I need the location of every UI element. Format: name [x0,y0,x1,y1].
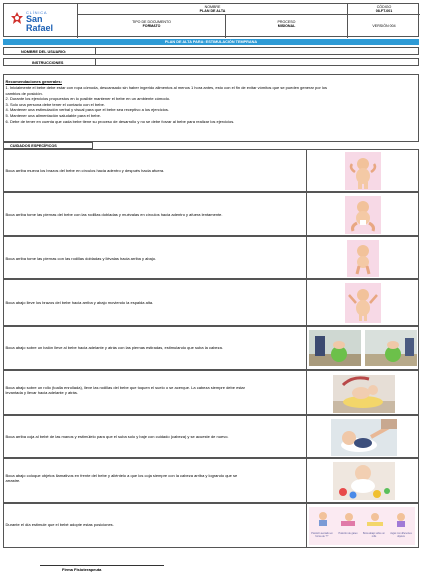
cuidado-row-8 [3,458,419,503]
cuidado-row-7 [3,415,419,458]
cuidado-text: Boca arriba mueva los brazos del bebe en círculos hacia adentro y después hacia afuera. [5,168,165,173]
caption-objetos: Jugar con diferentes objetos [390,532,412,538]
instrucciones-label-cell [4,59,96,65]
version-cell [348,15,420,38]
cuidado-text-line: arrastre. [5,478,21,484]
usuario-label: NOMBRE DEL USUARIO: [21,49,67,54]
cuidado-text-line: Boca abajo coloque objetos llamativos en frente del bebe y aliéntelo a que los coja siempre con la cabeza arriba y logrando que se [5,473,238,478]
recomendaciones-title: Recomendaciones generales: [5,79,62,84]
caption-gateo: Posición de gateo [338,532,358,535]
baby-legs-circles-illustration [343,196,383,234]
cuidado-text [6,385,306,396]
cuidado-row-2 [3,192,419,236]
signature-label: Firma Fisioterapeuta [62,567,102,572]
instrucciones-label: INSTRUCCIONES [32,60,64,65]
cuidado-text: Boca arriba tome las piernas con las rodillas dobladas y llévalas hacia arriba y abajo. [5,256,157,261]
cuidado-text: Boca arriba coja al bebé de las manos y estimúlelo para que el suba solo y baje con cuidado (cabeza) y se acueste de nuevo. [5,434,229,439]
tipo-value: FORMATO [142,24,161,29]
cuidado-text-line: Boca abajo sobre un rollo (toalla enrollada), lleve las rodillas del bebe que toquen el suelo o se acerque. La cabeza siempre debe estar [5,385,245,390]
cuidado-image-cell [306,504,418,547]
cuidado-row-5 [3,326,419,370]
logo-rafael-text: Rafael [26,23,54,33]
recomendacion-line: 5. Mantener una alimentación saludable para el bebe. [5,112,101,118]
nombre-label: NOMBRE [204,5,221,9]
cuidado-image-cell [306,150,418,191]
cuidado-image-cell [306,193,418,235]
codigo-label: CÓDIGO [376,5,392,9]
cuidado-text: Boca abajo lleve los brazos del bebe hacia arriba y abajo moviendo la espalda alta. [5,300,154,305]
cuidado-text [6,473,306,484]
nombre-cell [78,4,348,15]
recomendacion-line: 1. Inicialmente el bebe debe estar con ropa cómoda, descansado sin haber ingerido alimentos al menos 1 hora antes, esto con el fin de evitar vómitos que se pueden generar por los [5,85,328,90]
baby-legs-up-down-illustration [345,240,381,277]
codigo-value: 08-FT-001 [375,9,393,14]
caption-posicion-t: Posición sentado en forma de "T" [311,532,333,538]
cuidado-row-6 [3,370,419,415]
cuidado-row-9 [3,503,419,548]
baby-positions-illustration [309,507,415,533]
usuario-field[interactable] [96,48,418,54]
tipo-cell [78,15,226,38]
cuidado-row-1 [3,149,419,192]
recomendacion-line: 6. Debe de tener en cuenta que cada bebe tiene su proceso de desarrollo y no se debe forzar al bebe para realizar los ejercicios. [5,118,235,124]
clinic-logo [4,4,78,38]
clinic-cross-icon [10,11,24,27]
caption-rollo: Boca abajo sobre un rollo [363,532,385,538]
positions-illustration-panel [309,507,415,545]
recomendacion-line: 2. Durante los ejercicios propuestos en lo posible mantener el bebe en un ambiente cómodo. [5,96,171,102]
cuidado-image-cell [306,327,418,369]
logo-san-text: San [26,14,43,24]
cuidado-text: Durante el día estimule que el bebé adopte estas posiciones. [5,522,114,527]
cuidado-text: Boca arriba tome las piernas del bebe con las rodillas dobladas y muévalas en círculos hacia adentro y afuera lentamente. [5,212,223,217]
proceso-value: MISIONAL [277,24,296,29]
proceso-cell [226,15,348,38]
cuidado-image-cell [306,237,418,278]
cuidado-image-cell [306,459,418,502]
recomendaciones-section [3,74,419,142]
usuario-label-cell [4,48,96,54]
baby-on-ball-photos [309,330,417,368]
document-header [3,3,419,37]
baby-prone-arms-illustration [343,283,383,323]
baby-pull-to-sit-photo [331,419,397,456]
usuario-row [3,47,419,55]
plan-banner: PLAN DE ALTA PARA: ESTIMULACIÓN TEMPRANA [3,39,419,45]
baby-reaching-toys-photo [333,462,395,500]
cuidado-text: Boca abajo sobre un balón lleve al bebe hacia adelante y atrás con las piernas estiradas, estimulando que suba la cabeza. [5,345,223,350]
cuidado-image-cell [306,280,418,325]
tipo-label: TIPO DE DOCUMENTO [132,20,171,24]
version-value: VERSIÓN 004 [372,24,396,28]
recomendacion-line: 3. Solo una persona debe tener el contacto con el bebe. [5,101,105,107]
signature-line [40,565,164,566]
cuidado-image-cell [306,371,418,414]
document-page [3,3,419,538]
instrucciones-row [3,58,419,66]
recomendacion-line: 4. Mantener una estimulación verbal y visual para que el bebe sea receptivo a los ejercicios. [5,107,169,113]
recomendacion-line: cambios de posición. [5,90,43,96]
cuidado-text-line: levantada y llevar hacia adelante y atrás. [5,390,78,396]
cuidado-row-4 [3,279,419,326]
cuidado-row-3 [3,236,419,279]
baby-arms-circles-illustration [343,152,383,190]
nombre-value: PLAN DE ALTA [199,9,226,14]
codigo-cell [348,4,420,15]
logo-clinica-text: CLÍNICA [26,10,48,15]
cuidado-image-cell [306,416,418,457]
cuidados-label: CUIDADOS ESPECÍFICOS [3,142,93,149]
proceso-label: PROCESO [277,20,296,24]
baby-on-roll-photo [333,375,395,413]
